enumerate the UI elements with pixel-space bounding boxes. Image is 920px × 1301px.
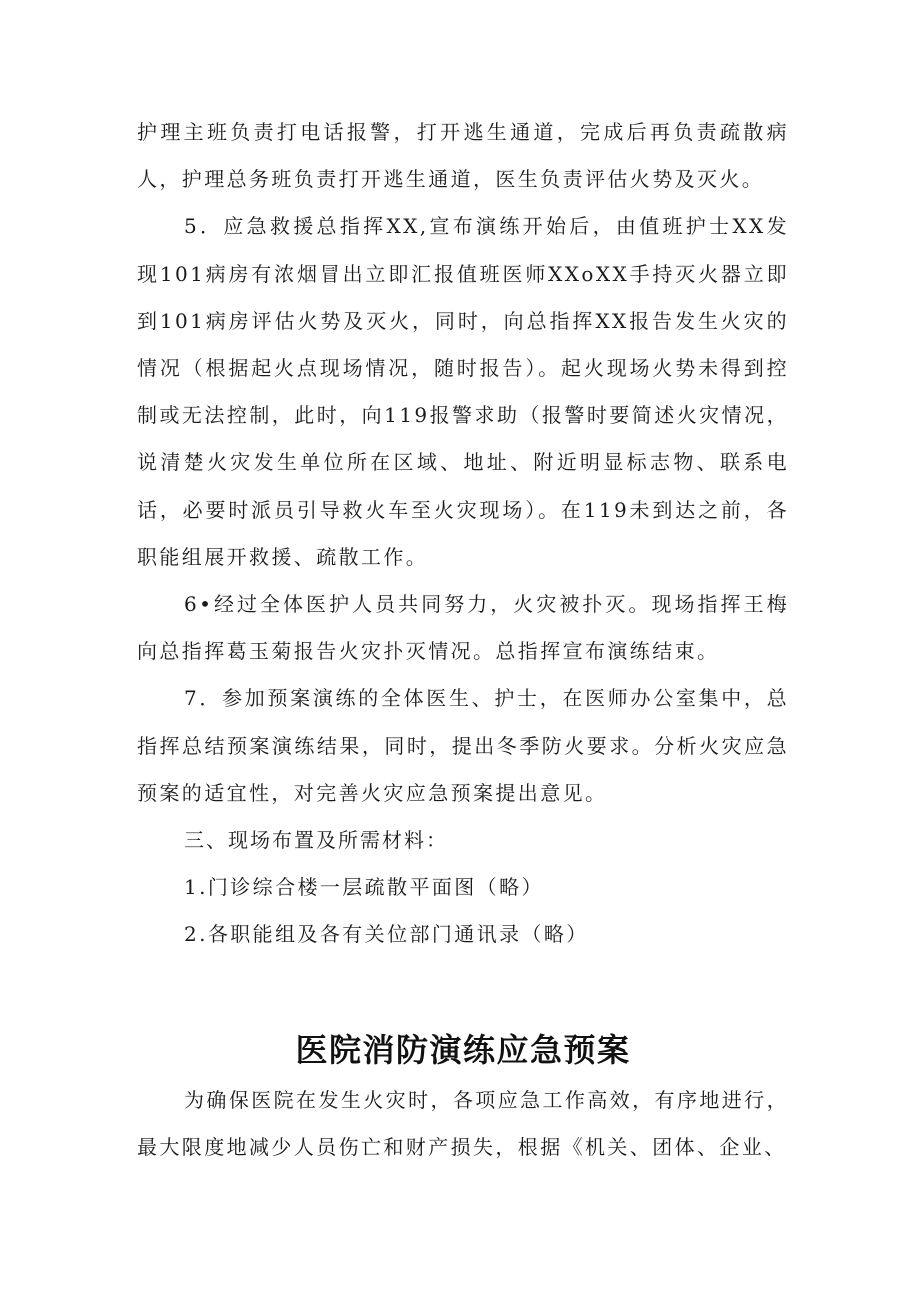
section-spacer — [137, 959, 789, 1025]
paragraph-continuation: 护理主班负责打电话报警，打开逃生通道，完成后再负责疏散病人，护理总务班负责打开逃生通道，医生负责评估火势及灭火。 — [137, 120, 789, 192]
document-page — [137, 109, 789, 1171]
list-item: 2.各职能组及各有关位部门通讯录（略） — [184, 922, 589, 947]
document-title: 医院消防演练应急预案 — [295, 1030, 631, 1069]
intro-paragraph: 为确保医院在发生火灾时，各项应急工作高效，有序地进行，最大限度地减少人员伤亡和财产损失，根据《机关、团体、企业、 — [137, 1087, 789, 1159]
paragraph-step-5: 5．应急救援总指挥XX,宣布演练开始后，由值班护士XX发现101病房有浓烟冒出立即汇报值班医师XXoXX手持灭火器立即到101病房评估火势及灭火，同时，向总指挥XX报告发生火灾的情况（根据起火点现场情况，随时报告）。起火现场火势未得到控制或无法控制，此时，向119报警求助（报警时要简述火灾情况，说清楚火灾发生单位所在区域、地址、附近明显标志物、联系电话，必要时派员引导救火车至火灾现场）。在119未到达之前，各职能组展开救援、疏散工作。 — [137, 214, 789, 569]
section-heading: 三、现场布置及所需材料： — [184, 828, 448, 853]
paragraph-step-7: 7．参加预案演练的全体医生、护士，在医师办公室集中，总指挥总结预案演练结果，同时，提出冬季防火要求。分析火灾应急预案的适宜性，对完善火灾应急预案提出意见。 — [137, 686, 789, 805]
paragraph-step-6: 6•经过全体医护人员共同努力，火灾被扑灭。现场指挥王梅向总指挥葛玉菊报告火灾扑灭情况。总指挥宣布演练结束。 — [137, 592, 789, 664]
list-item: 1.门诊综合楼一层疏散平面图（略） — [184, 875, 544, 900]
